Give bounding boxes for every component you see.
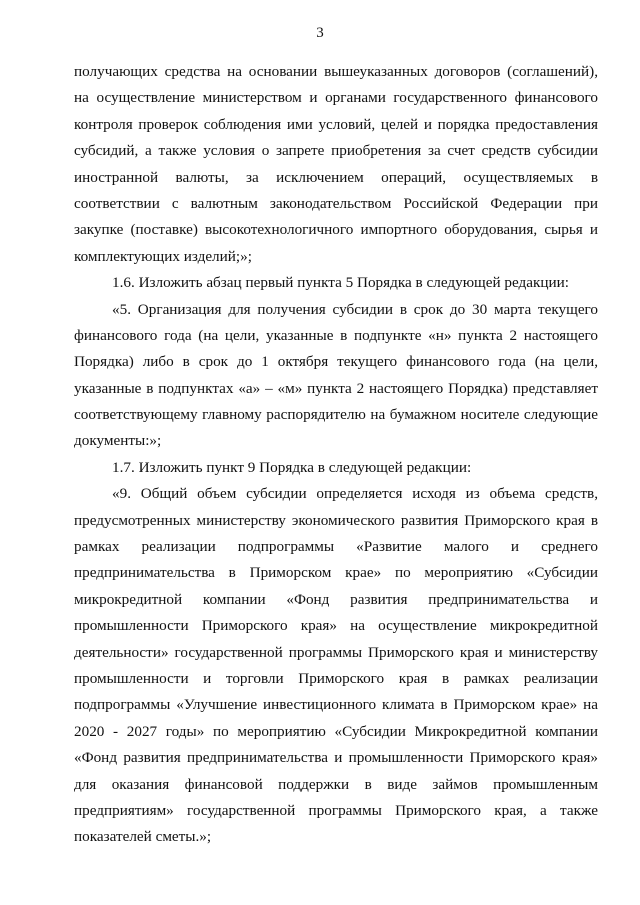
document-line: предприятиям» государственной программы Приморского края, а также <box>74 801 598 819</box>
document-line: финансового года (на цели, указанные в подпункте «н» пункта 2 настоящего <box>74 326 598 344</box>
page-number: 3 <box>316 25 324 41</box>
document-line: субсидий, а также условия о запрете приобретения за счет средств субсидии <box>74 142 598 160</box>
document-line: «5. Организация для получения субсидии в срок до 30 марта текущего <box>112 300 598 318</box>
document-line: получающих средства на основании вышеуказанных договоров (соглашений), <box>74 63 598 80</box>
document-line: 1.7. Изложить пункт 9 Порядка в следующей редакции: <box>112 458 472 476</box>
document-line: контроля проверок соблюдения ими условий, целей и порядка предоставления <box>74 115 598 133</box>
document-line: подпрограммы «Улучшение инвестиционного климата в Приморском крае» на <box>74 696 598 714</box>
document-line: для оказания финансовой поддержки в виде займов промышленным <box>74 775 598 793</box>
document-line: рамках реализации подпрограммы «Развитие малого и среднего <box>74 538 598 556</box>
document-line: документы:»; <box>74 432 162 450</box>
document-line: на осуществление министерством и органами государственного финансового <box>74 89 598 107</box>
document-line: «9. Общий объем субсидии определяется исходя из объема средств, <box>112 485 598 503</box>
document-line: 1.6. Изложить абзац первый пункта 5 Порядка в следующей редакции: <box>112 274 569 292</box>
document-line: иностранной валюты, за исключением операций, осуществляемых в <box>74 168 598 186</box>
document-line: комплектующих изделий;»; <box>74 247 252 265</box>
document-line: соответствующему главному распорядителю на бумажном носителе следующие <box>74 406 598 424</box>
document-line: микрокредитной компании «Фонд развития предпринимательства и <box>74 590 598 608</box>
document-line: «Фонд развития предпринимательства и промышленности Приморского края» <box>74 749 598 767</box>
document-line: деятельности» государственной программы Приморского края и министерству <box>74 643 598 661</box>
document-line: Порядка) либо в срок до 1 октября текущего финансового года (на цели, <box>74 353 598 371</box>
document-line: указанные в подпунктах «а» – «м» пункта 2 настоящего Порядка) представляет <box>74 379 598 397</box>
document-body <box>74 59 598 851</box>
document-line: закупке (поставке) высокотехнологичного импортного оборудования, сырья и <box>74 221 598 239</box>
document-line: промышленности и торговли Приморского края в рамках реализации <box>74 669 598 687</box>
document-line: предпринимательства в Приморском крае» по мероприятию «Субсидии <box>74 564 598 582</box>
document-line: 2020 - 2027 годы» по мероприятию «Субсидии Микрокредитной компании <box>74 722 598 740</box>
document-line: предусмотренных министерству экономического развития Приморского края в <box>74 511 598 529</box>
document-line: показателей сметы.»; <box>74 828 212 846</box>
document-line: промышленности Приморского края» на осуществление микрокредитной <box>74 617 598 635</box>
document-line: соответствии с валютным законодательством Российской Федерации при <box>74 194 598 212</box>
